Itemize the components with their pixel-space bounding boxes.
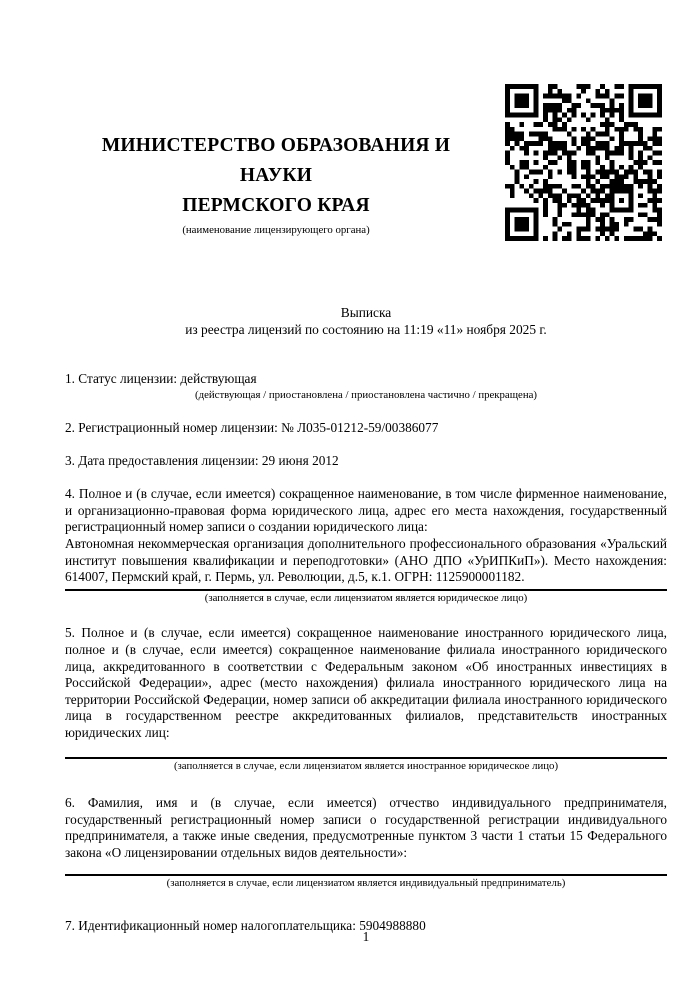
document-title-line1: Выписка <box>340 305 392 320</box>
licensing-authority-caption: (наименование лицензирующего органа) <box>182 224 370 236</box>
individual-entrepreneur-underline <box>65 874 667 876</box>
license-status-text: 1. Статус лицензии: действующая <box>65 371 257 386</box>
document-body <box>65 371 667 934</box>
document-title-line2: из реестра лицензий по состоянию на 11:19 «11» ноября 2025 г. <box>185 322 547 337</box>
document-title <box>65 304 667 338</box>
item-foreign-entity <box>65 625 667 773</box>
item-individual-entrepreneur <box>65 795 667 891</box>
ministry-header <box>65 131 487 237</box>
foreign-entity-caption: (заполняется в случае, если лицензиатом является иностранное юридическое лицо) <box>173 759 559 772</box>
item-license-status <box>65 371 667 402</box>
qr-code-icon <box>505 84 662 241</box>
legal-entity-underline <box>65 589 667 591</box>
item-legal-entity <box>65 486 667 605</box>
individual-entrepreneur-question: 6. Фамилия, имя и (в случае, если имеется) отчество индивидуального предпринимателя, государственный регистрационный номер записи о государственной регистрации индивидуального предпринимателя, а также иные сведения, предусмотренные пунктом 3 части 1 статьи 15 Федерального закона «О лицензировании отдельных видов деятельности»: <box>65 795 667 860</box>
ministry-name-line1: МИНИСТЕРСТВО ОБРАЗОВАНИЯ И НАУКИ <box>101 135 451 186</box>
legal-entity-question: 4. Полное и (в случае, если имеется) сокращенное наименование, в том числе фирменное наименование, и организационно-правовая форма юридического лица, адрес его места нахождения, государственный регистрационный номер записи о создании юридического лица: <box>65 486 667 535</box>
taxpayer-number-text: 7. Идентификационный номер налогоплательщика: 5904988880 <box>65 917 426 933</box>
legal-entity-caption: (заполняется в случае, если лицензиатом является юридическое лицо) <box>204 591 528 604</box>
license-date-text: 3. Дата предоставления лицензии: 29 июня 2012 <box>65 452 339 468</box>
registration-number-text: 2. Регистрационный номер лицензии: № Л035-01212-59/00386077 <box>65 420 439 436</box>
ministry-name-line2: ПЕРМСКОГО КРАЯ <box>182 195 370 216</box>
individual-entrepreneur-caption: (заполняется в случае, если лицензиатом является индивидуальный предприниматель) <box>166 877 566 890</box>
item-registration-number <box>65 420 667 437</box>
item-license-date <box>65 453 667 470</box>
foreign-entity-underline <box>65 757 667 759</box>
legal-entity-answer: Автономная некоммерческая организация дополнительного профессионального образования «Уральский институт повышения квалификации и переподготовки» (АНО ДПО «УрИПКиП»). Место нахождения: 614007, Пермский край, г. Пермь, ул. Революции, д.5, к.1. ОГРН: 1125900001182. <box>65 536 667 585</box>
page-number: 1 <box>362 929 370 944</box>
foreign-entity-question: 5. Полное и (в случае, если имеется) сокращенное наименование иностранного юридического лица, полное и (в случае, если имеется) сокращенное наименование филиала иностранного юридического лица, аккредитованного в соответствии с Федеральным законом «Об иностранных инвестициях в Российской Федерации», адрес (место нахождения) филиала иностранного юридического лица на территории Российской Федерации, номер записи об аккредитации филиала иностранного юридического лица в государственном реестре аккредитованных филиалов, представительств иностранных юридических лиц: <box>65 625 667 740</box>
license-status-options-caption: (действующая / приостановлена / приостановлена частично / прекращена) <box>195 388 537 401</box>
